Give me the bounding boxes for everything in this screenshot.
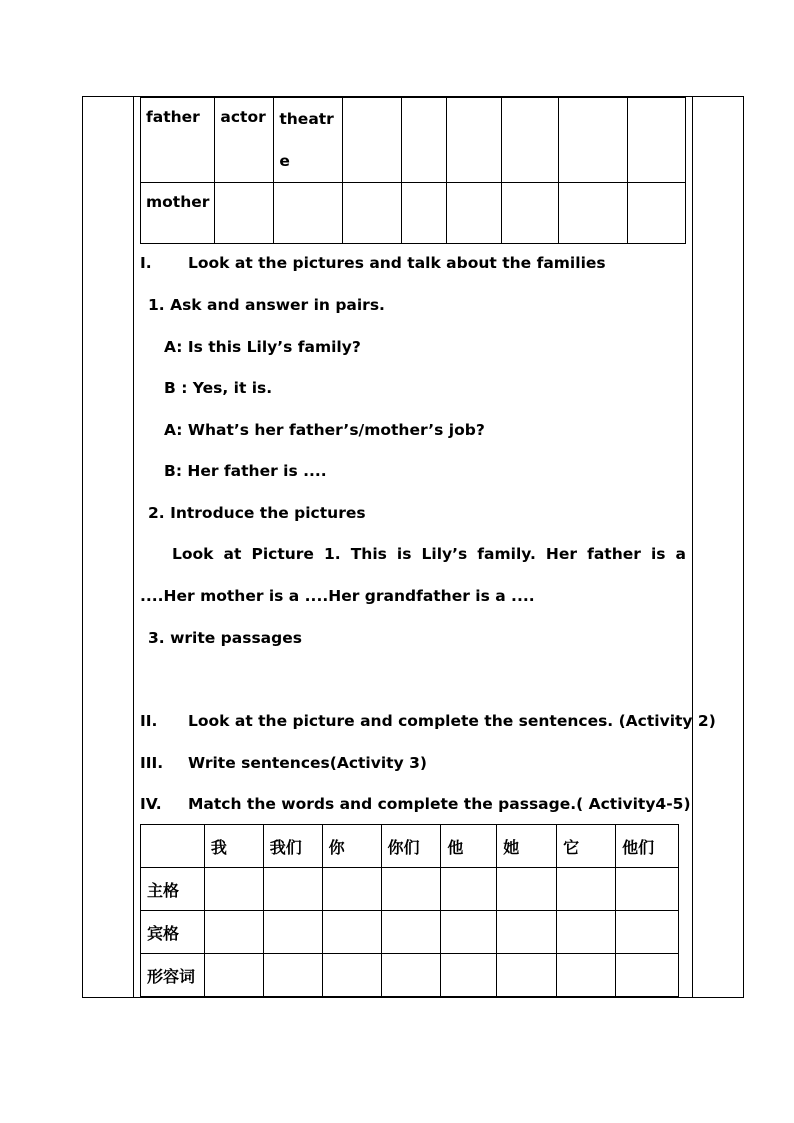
pronoun-cell: [616, 868, 679, 911]
pronoun-cell: [263, 911, 322, 954]
vocab-cell: [502, 183, 558, 244]
vocab-cell: [401, 183, 446, 244]
dialog-line: A: What’s her father’s/mother’s job?: [164, 421, 485, 439]
vocab-cell: [447, 183, 502, 244]
vocab-cell: [558, 98, 627, 183]
vocab-table: [140, 97, 686, 244]
vocab-cell: [343, 183, 401, 244]
pronoun-header-cell: 我: [204, 825, 263, 868]
pronoun-cell: [381, 954, 441, 997]
vocab-cell: [447, 98, 502, 183]
step-2: 2. Introduce the pictures: [148, 504, 366, 522]
dialog-line: B : Yes, it is.: [164, 379, 273, 397]
vocab-cell: [401, 98, 446, 183]
section-text: Match the words and complete the passage.( Activity4-5): [188, 795, 691, 813]
vocab-row: [141, 98, 686, 183]
vocab-cell: [215, 183, 274, 244]
pronoun-header-cell: [141, 825, 205, 868]
pronoun-header-cell: 他: [441, 825, 497, 868]
pronoun-cell: [381, 868, 441, 911]
vocab-row: [141, 183, 686, 244]
pronoun-cell: [557, 954, 616, 997]
section-title: Look at the pictures and talk about the families: [188, 254, 606, 272]
section-numeral: II.: [140, 712, 158, 730]
pronoun-cell: [497, 868, 557, 911]
pronoun-header-cell: 他们: [616, 825, 679, 868]
pronoun-cell: [441, 868, 497, 911]
pronoun-cell: [616, 954, 679, 997]
pronoun-cell: [322, 911, 381, 954]
pronoun-header-cell: 它: [557, 825, 616, 868]
pronoun-cell: [204, 954, 263, 997]
column-divider-right: [692, 96, 693, 998]
column-divider-left: [133, 96, 134, 998]
vocab-cell: [558, 183, 627, 244]
section-numeral: IV.: [140, 795, 162, 813]
pronoun-cell: [441, 954, 497, 997]
dialog-line: A: Is this Lily’s family?: [164, 338, 361, 356]
pronoun-table: [140, 824, 679, 997]
pronoun-cell: [204, 911, 263, 954]
pronoun-header-cell: 你: [322, 825, 381, 868]
pronoun-cell: [441, 911, 497, 954]
vocab-cell: [502, 98, 558, 183]
pronoun-header-row: [141, 825, 679, 868]
pronoun-cell: [322, 868, 381, 911]
section-text: Look at the picture and complete the sentences. (Activity 2): [188, 712, 716, 730]
pronoun-cell: [381, 911, 441, 954]
vocab-cell: [627, 98, 685, 183]
vocab-cell: [343, 98, 401, 183]
pronoun-header-cell: 你们: [381, 825, 441, 868]
section-3-heading: [140, 754, 427, 772]
vocab-cell: actor: [215, 98, 274, 183]
pronoun-cell: [263, 954, 322, 997]
pronoun-row-label: 宾格: [141, 911, 205, 954]
pronoun-row: [141, 911, 679, 954]
section-2-heading: [140, 712, 716, 730]
pronoun-cell: [557, 868, 616, 911]
pronoun-cell: [497, 911, 557, 954]
pronoun-cell: [263, 868, 322, 911]
pronoun-cell: [616, 911, 679, 954]
pronoun-row-label: 主格: [141, 868, 205, 911]
pronoun-row-label: 形容词: [141, 954, 205, 997]
pronoun-header-cell: 我们: [263, 825, 322, 868]
vocab-cell: [627, 183, 685, 244]
intro-paragraph: Look at Picture 1. This is Lily’s family. Her father is a ....Her mother is a ....Her grandfather is a ....: [140, 545, 686, 605]
section-numeral: I.: [140, 254, 152, 272]
step-1: 1. Ask and answer in pairs.: [148, 296, 385, 314]
pronoun-cell: [322, 954, 381, 997]
section-numeral: III.: [140, 754, 164, 772]
vocab-cell: father: [141, 98, 215, 183]
section-4-heading: [140, 795, 691, 813]
dialog-line: B: Her father is ....: [164, 462, 327, 480]
pronoun-cell: [557, 911, 616, 954]
section-1-heading: [140, 254, 606, 272]
pronoun-header-cell: 她: [497, 825, 557, 868]
pronoun-row: [141, 954, 679, 997]
step-3: 3. write passages: [148, 629, 302, 647]
vocab-cell: theatr e: [274, 98, 343, 183]
vocab-cell: [274, 183, 343, 244]
pronoun-cell: [497, 954, 557, 997]
vocab-cell: mother: [141, 183, 215, 244]
pronoun-row: [141, 868, 679, 911]
section-text: Write sentences(Activity 3): [188, 754, 427, 772]
pronoun-cell: [204, 868, 263, 911]
